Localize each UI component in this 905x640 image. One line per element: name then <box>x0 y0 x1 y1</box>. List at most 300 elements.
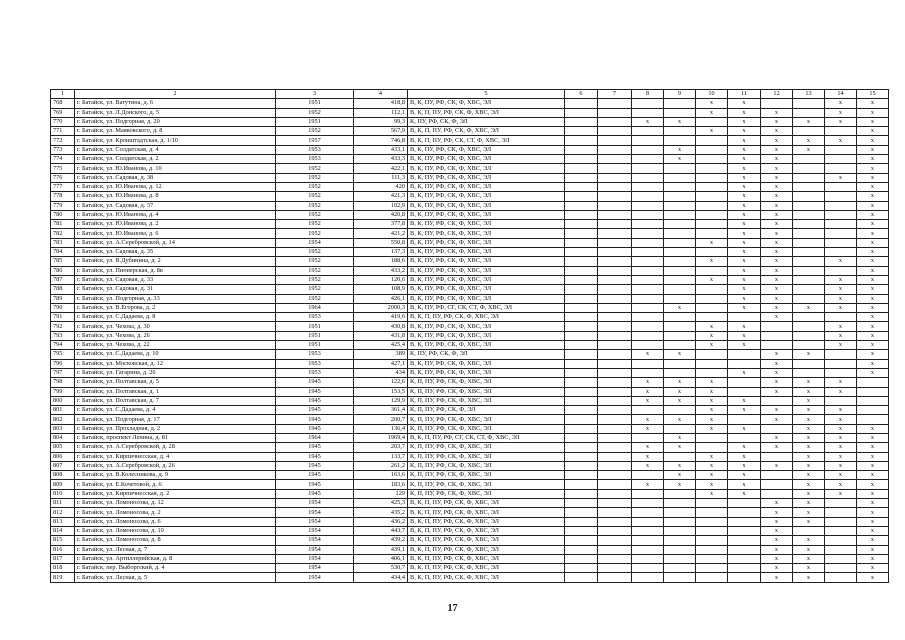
table-cell <box>632 406 664 415</box>
table-cell <box>664 285 696 294</box>
table-cell: х <box>825 406 857 415</box>
table-cell: х <box>664 117 696 126</box>
table-cell: х <box>696 489 728 498</box>
table-cell: х <box>728 322 761 331</box>
table-cell: К, П, ПУ, РФ, СК, Ф, ХВС, ЭЛ <box>408 378 565 387</box>
table-cell: г. Батайск, ул. Ватутина, д. 6 <box>75 99 276 108</box>
table-cell: г. Батайск, ул. Ю.Иванова, д. 8 <box>75 192 276 201</box>
table-cell <box>598 461 632 470</box>
table-cell: х <box>761 573 793 582</box>
table-cell: х <box>696 322 728 331</box>
table-cell: х <box>632 396 664 405</box>
table-cell: х <box>857 108 889 117</box>
table-cell <box>696 313 728 322</box>
table-cell: х <box>793 396 825 405</box>
table-cell <box>696 266 728 275</box>
table-cell <box>632 554 664 563</box>
table-cell <box>565 248 598 257</box>
table-cell: х <box>761 554 793 563</box>
table-cell: 443,7 <box>354 526 408 535</box>
table-cell <box>696 508 728 517</box>
table-cell: 1945 <box>276 471 354 480</box>
table-cell <box>825 127 857 136</box>
table-cell <box>696 201 728 210</box>
table-cell <box>696 294 728 303</box>
table-cell <box>598 229 632 238</box>
table-cell: В, К, ПУ, РФ, СК, Ф, ХВС, ЭЛ <box>408 99 565 108</box>
table-cell <box>825 517 857 526</box>
table-row <box>51 573 889 582</box>
table-cell: х <box>664 396 696 405</box>
table-cell: х <box>857 210 889 219</box>
table-cell <box>825 554 857 563</box>
table-cell: 550,8 <box>354 238 408 247</box>
table-cell <box>664 210 696 219</box>
table-cell <box>598 350 632 359</box>
table-cell: х <box>761 508 793 517</box>
table-cell: г. Батайск, ул. Л.Донского, д. 5 <box>75 108 276 117</box>
table-row <box>51 359 889 368</box>
table-cell: 1954 <box>276 564 354 573</box>
column-header: 6 <box>565 90 598 99</box>
table-cell <box>664 322 696 331</box>
table-cell <box>793 155 825 164</box>
table-cell: х <box>825 303 857 312</box>
table-cell: 1945 <box>276 452 354 461</box>
table-row <box>51 127 889 136</box>
table-cell <box>825 229 857 238</box>
table-cell <box>761 471 793 480</box>
table-cell: 1945 <box>276 443 354 452</box>
table-cell <box>761 489 793 498</box>
table-cell: В, К, П, ПУ, РФ, СК, Ф, ХВС, ЭЛ <box>408 108 565 117</box>
table-cell: х <box>857 368 889 377</box>
table-cell: х <box>632 452 664 461</box>
table-cell: х <box>632 350 664 359</box>
table-cell: г. Батайск, ул. Полтавская, д. 5 <box>75 378 276 387</box>
table-cell <box>632 192 664 201</box>
table-cell: 778 <box>51 192 75 201</box>
table-cell: г. Батайск, ул. Солдатская, д. 4 <box>75 145 276 154</box>
table-cell: х <box>728 424 761 433</box>
table-cell <box>664 229 696 238</box>
table-row <box>51 554 889 563</box>
table-cell: 377,8 <box>354 220 408 229</box>
table-cell: В, К, П, ПУ, РФ, СК, Ф, ХВС, ЭЛ <box>408 508 565 517</box>
table-cell: 1953 <box>276 368 354 377</box>
table-cell <box>565 266 598 275</box>
table-cell: х <box>857 220 889 229</box>
table-cell: 433,2 <box>354 266 408 275</box>
table-cell: х <box>728 341 761 350</box>
column-header: 14 <box>825 90 857 99</box>
table-cell: х <box>825 415 857 424</box>
table-cell: х <box>761 108 793 117</box>
table-cell: г. Батайск, ул. А.Серебровской, д. 28 <box>75 443 276 452</box>
table-cell <box>696 573 728 582</box>
table-cell: г. Батайск, ул. Подгорная, д. 17 <box>75 415 276 424</box>
table-cell: 434 <box>354 368 408 377</box>
table-cell: г. Батайск, ул. Прохладная, д. 2 <box>75 424 276 433</box>
table-cell: х <box>696 238 728 247</box>
table-cell: г. Батайск, пер. Выборгский, д. 4 <box>75 564 276 573</box>
table-cell <box>565 99 598 108</box>
table-cell <box>632 573 664 582</box>
table-cell <box>825 313 857 322</box>
table-cell <box>825 564 857 573</box>
table-cell: 389 <box>354 350 408 359</box>
table-cell <box>565 526 598 535</box>
table-cell <box>565 303 598 312</box>
table-cell: 769 <box>51 108 75 117</box>
table-cell: х <box>793 415 825 424</box>
table-cell: В, К, П, ПУ, РФ, СК, Ф, ХВС, ЭЛ <box>408 517 565 526</box>
table-cell: х <box>857 145 889 154</box>
table-cell: х <box>632 480 664 489</box>
table-cell: г. Батайск, ул. Полтавская, д. 1 <box>75 387 276 396</box>
table-cell <box>793 192 825 201</box>
table-cell: х <box>761 285 793 294</box>
table-cell: х <box>761 564 793 573</box>
table-cell: х <box>728 489 761 498</box>
table-cell: 153,5 <box>354 387 408 396</box>
table-cell <box>696 433 728 442</box>
table-cell: 261,2 <box>354 461 408 470</box>
table-cell <box>565 145 598 154</box>
table-cell: х <box>728 145 761 154</box>
table-cell: 799 <box>51 387 75 396</box>
table-cell <box>565 443 598 452</box>
table-cell <box>598 210 632 219</box>
table-cell: 812 <box>51 508 75 517</box>
table-cell: К, П, ПУ, РФ, СК, Ф, ХВС, ЭЛ <box>408 415 565 424</box>
table-cell: 746,8 <box>354 136 408 145</box>
table-cell <box>825 210 857 219</box>
table-cell: х <box>793 517 825 526</box>
table-cell <box>565 387 598 396</box>
table-cell: х <box>793 554 825 563</box>
table-cell: х <box>696 480 728 489</box>
table-cell: В, К, ПУ, РФ, СК, Ф, ХВС, ЭЛ <box>408 164 565 173</box>
table-cell: 203,7 <box>354 443 408 452</box>
table-cell <box>632 275 664 284</box>
table-cell: 1954 <box>276 499 354 508</box>
table-cell <box>664 499 696 508</box>
table-cell: х <box>728 155 761 164</box>
table-row <box>51 210 889 219</box>
table-cell <box>598 313 632 322</box>
table-cell: 797 <box>51 368 75 377</box>
table-cell: 1951 <box>276 322 354 331</box>
table-cell: г. Батайск, проспект Ленина, д. 81 <box>75 433 276 442</box>
table-cell <box>793 275 825 284</box>
table-cell <box>793 108 825 117</box>
table-row <box>51 313 889 322</box>
table-cell <box>761 452 793 461</box>
table-cell <box>632 489 664 498</box>
table-cell <box>565 275 598 284</box>
table-cell <box>825 508 857 517</box>
table-cell: 809 <box>51 480 75 489</box>
table-cell: 1953 <box>276 350 354 359</box>
table-cell: г. Батайск, ул. Садовая, д. 38 <box>75 173 276 182</box>
table-cell: 419,6 <box>354 313 408 322</box>
table-cell <box>565 164 598 173</box>
table-cell <box>728 517 761 526</box>
table-cell: 789 <box>51 294 75 303</box>
table-cell: В, К, ПУ, РФ, СК, Ф, ХВС, ЭЛ <box>408 210 565 219</box>
table-cell: 426,1 <box>354 294 408 303</box>
table-cell <box>696 220 728 229</box>
table-cell: 120,6 <box>354 275 408 284</box>
column-header: 15 <box>857 90 889 99</box>
table-cell: х <box>793 508 825 517</box>
table-cell: г. Батайск, ул. Полтавская, д. 7 <box>75 396 276 405</box>
table-cell <box>728 508 761 517</box>
table-cell: х <box>632 415 664 424</box>
table-cell: х <box>857 275 889 284</box>
table-cell: 814 <box>51 526 75 535</box>
table-cell: х <box>857 331 889 340</box>
table-cell <box>632 108 664 117</box>
table-cell: 421,2 <box>354 229 408 238</box>
table-cell: х <box>696 406 728 415</box>
table-cell <box>598 331 632 340</box>
table-cell: х <box>761 266 793 275</box>
table-cell <box>565 368 598 377</box>
table-cell: х <box>857 313 889 322</box>
table-cell: х <box>664 387 696 396</box>
table-cell <box>793 313 825 322</box>
table-cell: х <box>857 173 889 182</box>
table-cell: х <box>857 229 889 238</box>
table-cell <box>728 387 761 396</box>
table-row <box>51 155 889 164</box>
table-cell <box>632 341 664 350</box>
table-cell: 1951 <box>276 331 354 340</box>
table-cell: х <box>632 378 664 387</box>
table-cell <box>696 164 728 173</box>
table-cell: 99,3 <box>354 117 408 126</box>
table-cell: 811 <box>51 499 75 508</box>
table-row <box>51 192 889 201</box>
table-cell: х <box>728 136 761 145</box>
table-cell <box>598 452 632 461</box>
table-cell: 806 <box>51 452 75 461</box>
table-cell: В, К, ПУ, РФ, СГ, СК, СТ, Ф, ХВС, ЭЛ <box>408 303 565 312</box>
table-cell: 815 <box>51 536 75 545</box>
table-cell: х <box>664 461 696 470</box>
table-cell: х <box>857 182 889 191</box>
table-cell: 782 <box>51 229 75 238</box>
table-cell <box>728 554 761 563</box>
table-cell: 129,9 <box>354 396 408 405</box>
table-cell: г. Батайск, ул. Ю.Иванова, д. 12 <box>75 182 276 191</box>
table-cell: х <box>857 136 889 145</box>
table-cell: К, П, ПУ, РФ, СК, Ф, ХВС, ЭЛ <box>408 424 565 433</box>
table-cell: х <box>728 285 761 294</box>
table-cell: В, К, П, ПУ, РФ, СГ, СК, СТ, Ф, ХВС, ЭЛ <box>408 433 565 442</box>
table-cell: 816 <box>51 545 75 554</box>
table-cell: 783 <box>51 238 75 247</box>
table-cell: х <box>761 368 793 377</box>
table-cell <box>696 554 728 563</box>
table-cell <box>632 536 664 545</box>
table-cell <box>728 545 761 554</box>
table-cell <box>598 192 632 201</box>
table-cell: 427,1 <box>354 359 408 368</box>
table-cell: г. Батайск, ул. Садовая, д. 37 <box>75 201 276 210</box>
table-cell: 780 <box>51 210 75 219</box>
table-cell <box>565 433 598 442</box>
table-cell <box>664 220 696 229</box>
table-cell: х <box>728 331 761 340</box>
table-cell <box>598 266 632 275</box>
table-row <box>51 182 889 191</box>
table-cell: К, П, ПУ, РФ, СК, Ф, ХВС, ЭЛ <box>408 452 565 461</box>
table-cell: 818 <box>51 564 75 573</box>
table-cell <box>664 406 696 415</box>
table-cell <box>825 499 857 508</box>
table-cell: х <box>728 210 761 219</box>
table-cell: х <box>761 192 793 201</box>
table-cell <box>598 220 632 229</box>
table-cell: г. Батайск, ул. Кирпичнесская, д. 2 <box>75 489 276 498</box>
table-cell <box>664 238 696 247</box>
table-cell <box>664 424 696 433</box>
table-cell <box>793 331 825 340</box>
table-cell: 1952 <box>276 275 354 284</box>
table-cell: г. Батайск, ул. Садовая, д. 31 <box>75 285 276 294</box>
table-cell <box>598 294 632 303</box>
table-cell <box>696 145 728 154</box>
table-cell: х <box>825 461 857 470</box>
table-cell <box>728 573 761 582</box>
table-row <box>51 424 889 433</box>
table-cell: 434,4 <box>354 573 408 582</box>
table-cell: К, П, ПУ, РФ, СК, Ф, ХВС, ЭЛ <box>408 480 565 489</box>
table-cell: х <box>793 136 825 145</box>
table-cell <box>565 117 598 126</box>
table-row <box>51 480 889 489</box>
table-cell: 1952 <box>276 248 354 257</box>
table-cell <box>598 341 632 350</box>
table-cell: К, П, ПУ, РФ, СК, Ф, ХВС, ЭЛ <box>408 471 565 480</box>
table-cell: 790 <box>51 303 75 312</box>
table-cell: г. Батайск, ул. Ломоносова, д. 2 <box>75 508 276 517</box>
table-cell <box>565 210 598 219</box>
table-cell: 794 <box>51 341 75 350</box>
table-row <box>51 406 889 415</box>
table-cell: В, К, ПУ, РФ, СК, Ф, ХВС, ЭЛ <box>408 257 565 266</box>
table-cell <box>598 471 632 480</box>
table-cell <box>664 526 696 535</box>
table-cell: 1951 <box>276 99 354 108</box>
table-cell: х <box>825 257 857 266</box>
table-cell: В, К, ПУ, РФ, СК, Ф, ХВС, ЭЛ <box>408 182 565 191</box>
table-cell <box>825 220 857 229</box>
table-cell: х <box>728 471 761 480</box>
table-cell: х <box>728 275 761 284</box>
table-cell: 1952 <box>276 285 354 294</box>
table-cell <box>664 257 696 266</box>
table-cell: К, П, ПУ, РФ, СК, Ф, ХВС, ЭЛ <box>408 396 565 405</box>
table-row <box>51 294 889 303</box>
table-cell <box>793 229 825 238</box>
table-cell: х <box>857 471 889 480</box>
table-cell <box>664 201 696 210</box>
table-cell: 804 <box>51 433 75 442</box>
table-cell: х <box>761 294 793 303</box>
table-cell: х <box>825 489 857 498</box>
table-cell <box>728 433 761 442</box>
table-row <box>51 275 889 284</box>
table-row <box>51 499 889 508</box>
table-cell <box>825 545 857 554</box>
table-cell: х <box>664 433 696 442</box>
column-header: 9 <box>664 90 696 99</box>
table-cell <box>664 182 696 191</box>
table-cell <box>632 331 664 340</box>
table-cell: г. Батайск, ул. Лесная, д. 7 <box>75 545 276 554</box>
table-cell: В, К, П, ПУ, РФ, СК, Ф, ХВС, ЭЛ <box>408 526 565 535</box>
table-cell <box>565 573 598 582</box>
table-cell <box>565 257 598 266</box>
table-cell <box>664 164 696 173</box>
table-cell: 425,4 <box>354 341 408 350</box>
table-cell: х <box>825 294 857 303</box>
table-cell <box>761 99 793 108</box>
table-cell <box>728 378 761 387</box>
table-cell <box>632 155 664 164</box>
table-cell: г. Батайск, ул. Ломоносова, д. 8 <box>75 536 276 545</box>
table-cell <box>565 499 598 508</box>
table-cell <box>696 285 728 294</box>
table-cell <box>728 359 761 368</box>
table-cell <box>598 526 632 535</box>
table-cell: х <box>728 452 761 461</box>
table-cell <box>761 396 793 405</box>
table-cell <box>728 499 761 508</box>
table-cell: 1952 <box>276 220 354 229</box>
table-cell: г. Батайск, ул. Кронштадтская, д. 1/10 <box>75 136 276 145</box>
table-row <box>51 378 889 387</box>
table-cell: х <box>761 117 793 126</box>
table-cell: 1945 <box>276 378 354 387</box>
table-cell: К, П, ПУ, РФ, СК, Ф, ХВС, ЭЛ <box>408 443 565 452</box>
table-cell <box>598 517 632 526</box>
table-cell <box>664 136 696 145</box>
table-cell <box>793 294 825 303</box>
table-cell <box>565 564 598 573</box>
table-cell: 421,3 <box>354 192 408 201</box>
table-cell <box>632 526 664 535</box>
table-row <box>51 368 889 377</box>
table-cell <box>825 192 857 201</box>
table-cell <box>728 564 761 573</box>
page-number: 17 <box>447 603 458 614</box>
table-row <box>51 248 889 257</box>
table-cell: 796 <box>51 359 75 368</box>
table-cell: 1953 <box>276 313 354 322</box>
table-cell: х <box>761 433 793 442</box>
table-cell: х <box>761 350 793 359</box>
table-cell: х <box>825 378 857 387</box>
table-cell <box>632 303 664 312</box>
table-cell <box>664 564 696 573</box>
table-cell: 776 <box>51 173 75 182</box>
table-cell: х <box>728 99 761 108</box>
